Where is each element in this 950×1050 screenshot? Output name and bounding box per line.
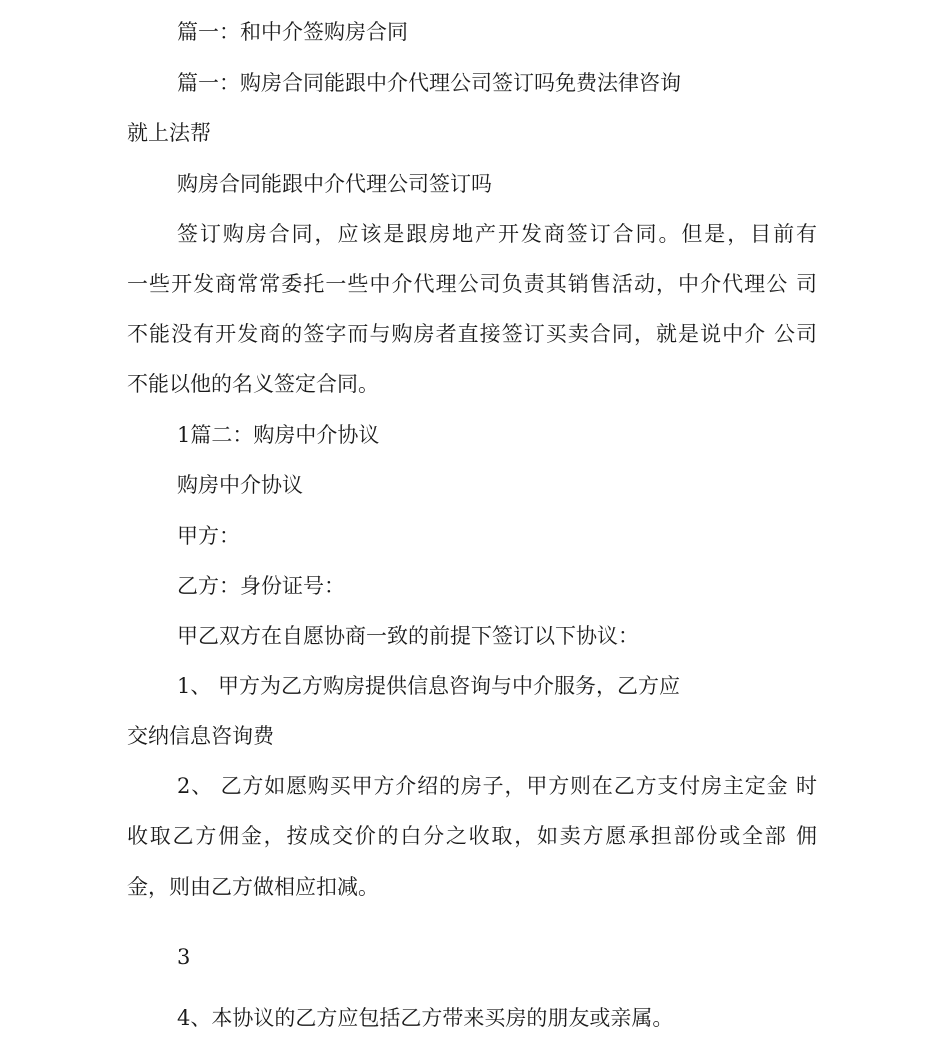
line-para-1a: 签订购房合同，应该是跟房地产开发商签订合同。但是，目前有 <box>177 222 817 246</box>
line-title-1: 篇一：和中介签购房合同 <box>177 20 408 44</box>
line-clause-1b: 交纳信息咨询费 <box>127 724 274 748</box>
line-clause-3: 3 <box>177 945 191 969</box>
line-para-1b: 一些开发商常常委托一些中介代理公司负责其销售活动，中介代理公 司 <box>127 272 817 296</box>
line-clause-2a: 2、 乙方如愿购买甲方介绍的房子，甲方则在乙方支付房主定金 时 <box>177 774 817 798</box>
line-clause-4: 4、本协议的乙方应包括乙方带来买房的朋友或亲属。 <box>177 1006 674 1030</box>
line-title-2-cont: 就上法帮 <box>127 121 211 145</box>
line-para-1c: 不能没有开发商的签字而与购房者直接签订买卖合同，就是说中介 公司 <box>127 322 817 346</box>
line-clause-2c: 金，则由乙方做相应扣减。 <box>127 875 379 899</box>
line-para-1d: 不能以他的名义签定合同。 <box>127 372 379 396</box>
line-title-2: 篇一：购房合同能跟中介代理公司签订吗免费法律咨询 <box>177 71 681 95</box>
line-party-b: 乙方：身份证号： <box>177 574 345 598</box>
line-section-2: 1篇二：购房中介协议 <box>177 423 380 447</box>
line-clause-2b: 收取乙方佣金，按成交价的白分之收取，如卖方愿承担部份或全部 佣 <box>127 824 817 848</box>
line-preamble: 甲乙双方在自愿协商一致的前提下签订以下协议： <box>177 624 639 648</box>
line-agreement-title: 购房中介协议 <box>177 473 303 497</box>
line-clause-1a: 1、 甲方为乙方购房提供信息咨询与中介服务，乙方应 <box>177 674 681 698</box>
line-subtitle: 购房合同能跟中介代理公司签订吗 <box>177 172 492 196</box>
line-party-a: 甲方： <box>177 524 240 548</box>
